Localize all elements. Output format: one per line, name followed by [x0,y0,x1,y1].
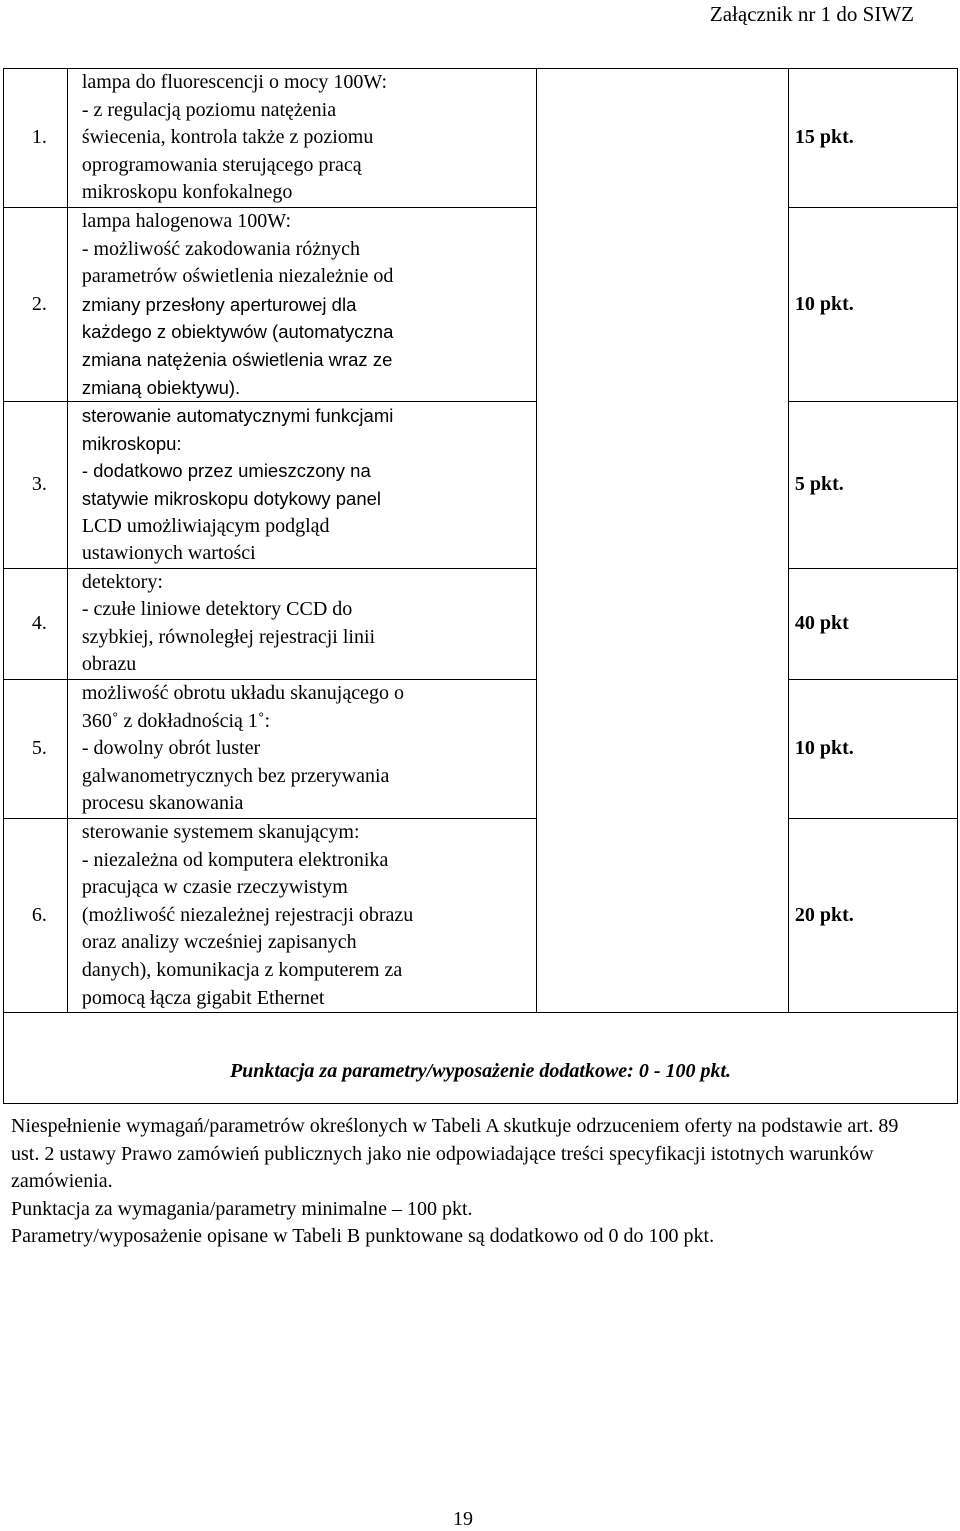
description-line: pracująca w czasie rzeczywistym [81,876,348,899]
summary-row [4,1013,958,1104]
description-line: pomocą łącza gigabit Ethernet [81,986,325,1009]
description-line: zmiana natężenia oświetlenia wraz ze [81,348,393,370]
description-line: 360˚ z dokładnością 1˚: [81,709,271,732]
table-row [4,402,958,569]
description-line: - niezależna od komputera elektronika [81,848,389,871]
description-line: galwanometrycznych bez przerywania [81,764,390,787]
empty-column-cell [536,69,788,1013]
row-points: 5 pkt. [788,402,957,569]
annex-header: Załącznik nr 1 do SIWZ [709,2,914,26]
scoring-table [3,68,958,1104]
row-description [67,207,536,401]
rejection-note: Niespełnienie wymagań/parametrów określonych w Tabeli A skutkuje odrzuceniem oferty na podstawie art. 89 ust. 2 ustawy Prawo zamówień publicznych jako nie odpowiadające treści specyfikacji istotnych warunków zamówienia. [11,1115,899,1193]
description-line: obrazu [81,653,137,676]
row-description [67,69,536,208]
row-number: 1. [31,126,47,149]
description-line: możliwość obrotu układu skanującego o [81,682,404,705]
description-line: zmianą obiektywu). [81,376,241,398]
scoring-table-body [4,69,958,1104]
row-number-cell [4,207,68,401]
description-line: - czułe liniowe detektory CCD do [81,598,353,621]
description-line: procesu skanowania [81,792,244,815]
additional-points-note: Parametry/wyposażenie opisane w Tabeli B punktowane są dodatkowo od 0 do 100 pkt. [11,1225,715,1248]
table-row [4,680,958,819]
row-number: 6. [31,903,47,926]
minimum-points-note: Punktacja za wymagania/parametry minimalne – 100 pkt. [11,1197,473,1220]
table-row [4,819,958,1013]
table-row [4,568,958,679]
row-points: 10 pkt. [788,207,957,401]
description-line: - możliwość zakodowania różnych [81,237,361,260]
row-number: 4. [31,612,47,635]
description-line: - dowolny obrót luster [81,737,261,760]
row-number: 2. [31,292,47,315]
row-description [67,819,536,1013]
description-line: mikroskopu konfokalnego [81,181,293,204]
description-line: świecenia, kontrola także z poziomu [81,126,374,149]
description-line: ustawionych wartości [81,542,256,565]
description-line: lampa do fluorescencji o mocy 100W: [81,71,388,93]
row-number-cell [4,680,68,819]
row-description [67,568,536,679]
description-line: każdego z obiektywów (automatyczna [81,321,394,343]
row-points: 40 pkt [788,568,957,679]
description-line: lampa halogenowa 100W: [81,209,292,232]
row-points: 10 pkt. [788,680,957,819]
row-description [67,680,536,819]
notes-section [11,1113,921,1251]
table-row [4,207,958,401]
row-description [67,402,536,569]
description-line: danych), komunikacja z komputerem za [81,959,403,981]
page-number: 19 [453,1508,473,1530]
description-line: LCD umożliwiającym podgląd [81,514,330,537]
table-row [4,69,958,208]
description-line: oraz analizy wcześniej zapisanych [81,931,357,954]
row-number-cell [4,819,68,1013]
description-line: parametrów oświetlenia niezależnie od [81,265,394,288]
row-number: 3. [31,473,47,496]
row-number-cell [4,69,68,208]
row-number: 5. [31,737,47,760]
row-number-cell [4,402,68,569]
description-line: zmiany przesłony aperturowej dla [81,293,357,315]
description-line: sterowanie automatycznymi funkcjami [81,405,394,427]
description-line: statywie mikroskopu dotykowy panel [81,487,382,509]
description-line: oprogramowania sterującego pracą [81,153,362,176]
description-line: - dodatkowo przez umieszczony na [81,460,371,482]
description-line: - z regulacją poziomu natężenia [81,98,337,121]
description-line: mikroskopu: [81,432,182,454]
additional-points-summary: Punktacja za parametry/wyposażenie dodatkowe: 0 - 100 pkt. [4,1013,958,1104]
row-number-cell [4,568,68,679]
row-points: 20 pkt. [788,819,957,1013]
description-line: (możliwość niezależnej rejestracji obrazu [81,903,414,926]
row-points: 15 pkt. [788,69,957,208]
description-line: sterowanie systemem skanującym: [81,821,360,844]
description-line: detektory: [81,570,163,593]
description-line: szybkiej, równoległej rejestracji linii [81,625,376,648]
